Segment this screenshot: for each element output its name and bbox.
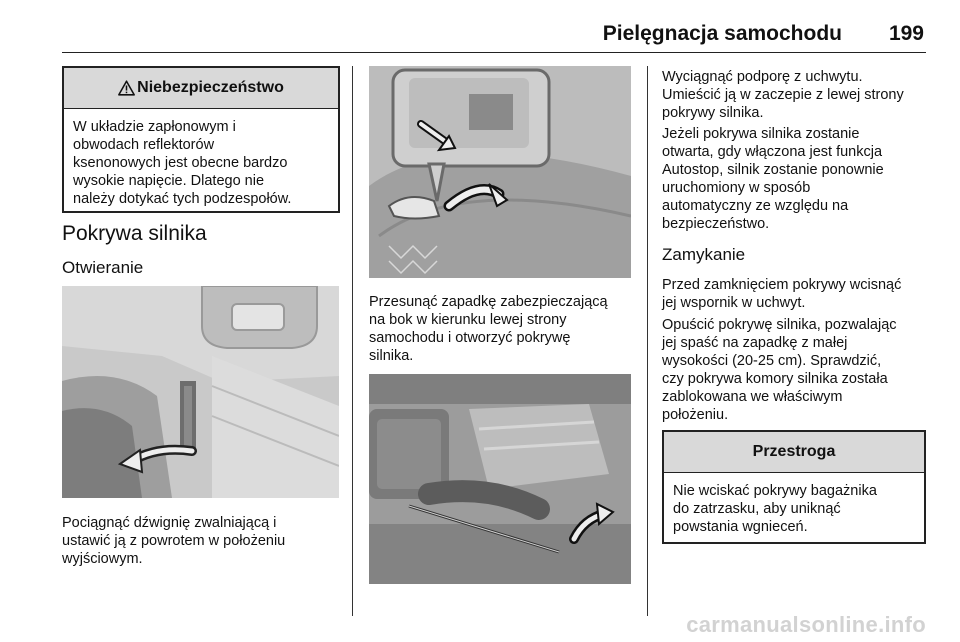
text-line: zablokowana we właściwym bbox=[662, 389, 843, 405]
text-line: bezpieczeństwo. bbox=[662, 216, 770, 232]
column-divider-right bbox=[647, 66, 648, 616]
page-number: 199 bbox=[888, 22, 924, 45]
paragraph-pull-lever bbox=[62, 514, 285, 568]
text-line: Opuścić pokrywę silnika, pozwalając bbox=[662, 317, 897, 333]
text-line: Pociągnąć dźwignię zwalniającą i bbox=[62, 515, 277, 531]
warning-box-header bbox=[64, 68, 338, 109]
text-line: otwarta, gdy włączona jest funkcja bbox=[662, 144, 883, 160]
paragraph-before-closing bbox=[662, 276, 901, 312]
section-title: Pokrywa silnika bbox=[62, 222, 207, 245]
text-line: wysokie napięcie. Dlatego nie bbox=[73, 173, 265, 189]
text-line: powstania wgnieceń. bbox=[673, 519, 808, 535]
warning-box bbox=[62, 66, 340, 213]
text-line: obwodach reflektorów bbox=[73, 137, 215, 153]
text-line: Wyciągnąć podporę z uchwytu. bbox=[662, 69, 863, 85]
text-line: silnika. bbox=[369, 348, 414, 364]
text-line: samochodu i otworzyć pokrywę bbox=[369, 330, 571, 346]
text-line: ksenonowych jest obecne bardzo bbox=[73, 155, 288, 171]
paragraph-slide-catch bbox=[369, 293, 608, 365]
caution-box-header bbox=[664, 432, 924, 473]
caution-box-text bbox=[664, 473, 924, 536]
text-line: Umieścić ją w zaczepie z lewej strony bbox=[662, 87, 904, 103]
text-line: czy pokrywa komory silnika została bbox=[662, 371, 888, 387]
subsection-title-opening: Otwieranie bbox=[62, 258, 144, 277]
paragraph-autostop bbox=[662, 125, 884, 233]
warning-box-text bbox=[64, 109, 338, 208]
paragraph-lower-hood bbox=[662, 316, 897, 424]
caution-box bbox=[662, 430, 926, 544]
page-header-title: Pielęgnacja samochodu bbox=[602, 22, 842, 45]
text-line: W układzie zapłonowym i bbox=[73, 119, 236, 135]
figure-release-lever bbox=[62, 286, 339, 498]
text-line: Przed zamknięciem pokrywy wcisnąć bbox=[662, 277, 902, 293]
paragraph-prop bbox=[662, 68, 904, 122]
figure-hood-catch bbox=[369, 66, 631, 278]
text-line: ustawić ją z powrotem w położeniu bbox=[62, 533, 286, 549]
watermark: carmanualsonline.info bbox=[686, 612, 926, 637]
text-line: uruchomiony w sposób bbox=[662, 180, 811, 196]
figure-engine-bay-prop bbox=[369, 374, 631, 584]
text-line: do zatrzasku, aby uniknąć bbox=[673, 501, 841, 517]
warning-triangle-icon bbox=[118, 80, 135, 96]
text-line: na bok w kierunku lewej strony bbox=[369, 312, 567, 328]
text-line: automatyczny ze względu na bbox=[662, 198, 849, 214]
text-line: jej wspornik w uchwyt. bbox=[662, 295, 806, 311]
text-line: należy dotykać tych podzespołów. bbox=[73, 191, 292, 207]
text-line: Przesunąć zapadkę zabezpieczającą bbox=[369, 294, 608, 310]
text-line: wyjściowym. bbox=[62, 551, 143, 567]
text-line: pokrywy silnika. bbox=[662, 105, 764, 121]
column-divider-left bbox=[352, 66, 353, 616]
text-line: Nie wciskać pokrywy bagażnika bbox=[673, 483, 877, 499]
text-line: położeniu. bbox=[662, 407, 729, 423]
subsection-title-closing: Zamykanie bbox=[662, 245, 746, 264]
text-line: jej spaść na zapadkę z małej bbox=[662, 335, 848, 351]
text-line: wysokości (20-25 cm). Sprawdzić, bbox=[662, 353, 882, 369]
text-line: Jeżeli pokrywa silnika zostanie bbox=[662, 126, 860, 142]
caution-box-title: Przestroga bbox=[752, 443, 836, 460]
warning-box-title: Niebezpieczeństwo bbox=[137, 79, 284, 96]
text-line: Autostop, silnik zostanie ponownie bbox=[662, 162, 884, 178]
header-rule bbox=[62, 52, 926, 53]
